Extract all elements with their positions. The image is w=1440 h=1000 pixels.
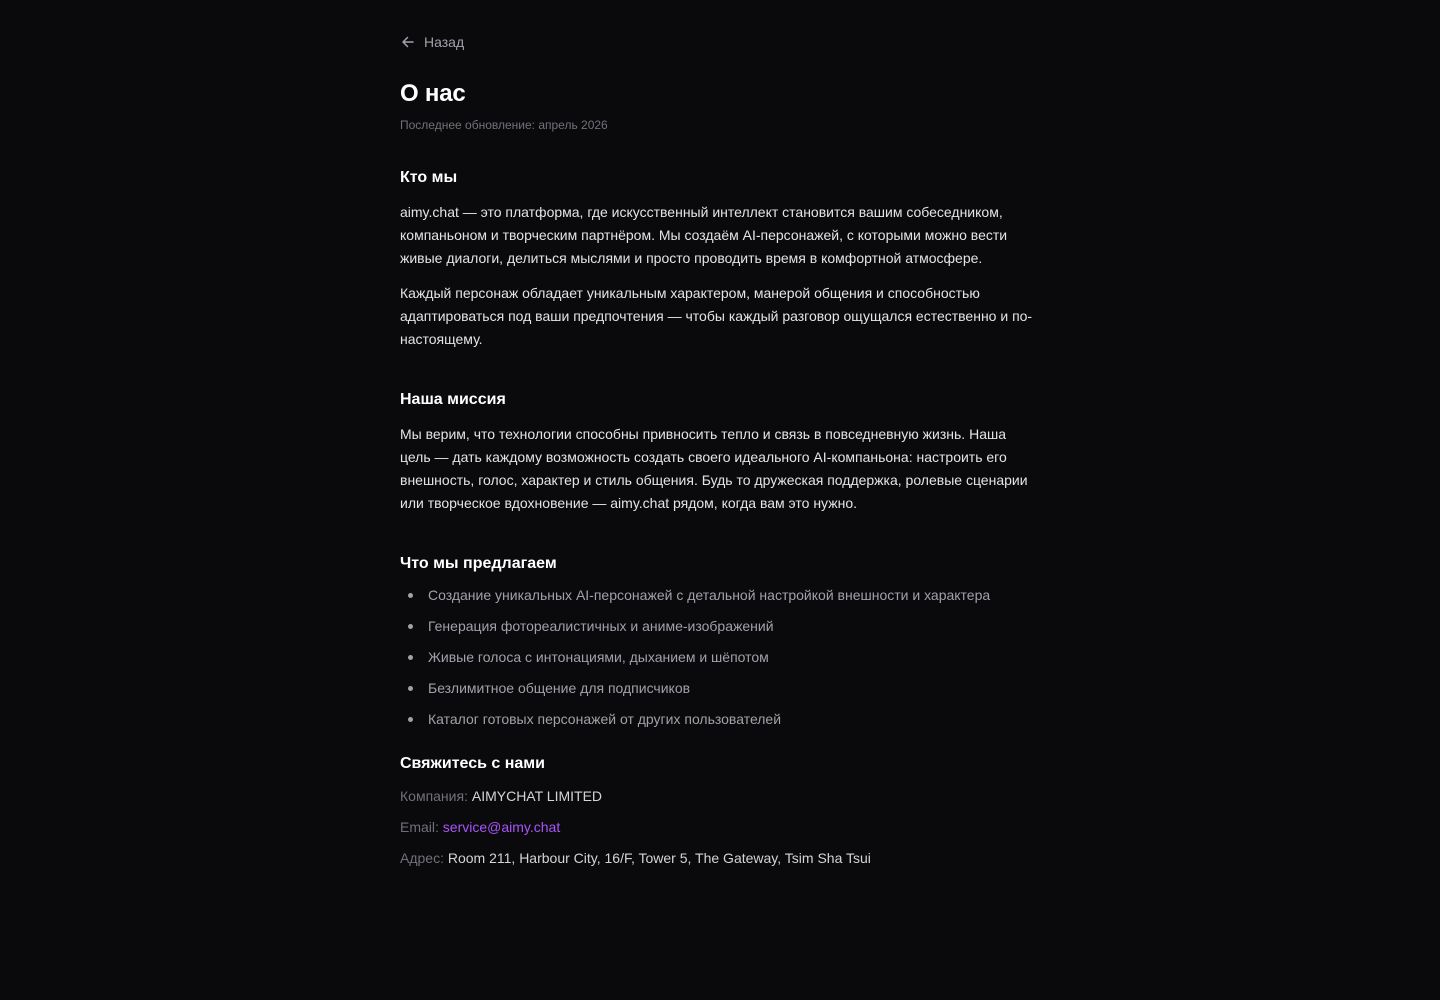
last-updated-text: Последнее обновление: апрель 2026 [400, 118, 608, 132]
company-value: AIMYCHAT LIMITED [471, 788, 603, 804]
list-item [428, 616, 1040, 636]
page-title: О нас [400, 80, 466, 107]
offer-list [400, 585, 1040, 729]
section-heading: Свяжитесь с нами [400, 755, 545, 772]
bullet-icon [408, 717, 413, 722]
contact-company [400, 787, 1040, 806]
paragraph: Каждый персонаж обладает уникальным характером, манерой общения и способностью адаптироваться под ваши предпочтения — чтобы каждый разговор ощущался естественно и по-настоящему. [400, 285, 1033, 347]
list-item-text: Каталог готовых персонажей от других пользователей [428, 711, 782, 727]
list-item-text: Создание уникальных AI-персонажей с детальной настройкой внешности и характера [428, 587, 991, 603]
bullet-icon [408, 686, 413, 691]
paragraph: Мы верим, что технологии способны привносить тепло и связь в повседневную жизнь. Наша цель — дать каждому возможность создать своего идеального AI-компаньона: настроить его внешность, голос, характер и стиль общения. Будь то дружеская поддержка, ролевые сценарии или творческое вдохновение — aimy.chat рядом, когда вам это нужно. [400, 426, 1028, 511]
bullet-icon [408, 593, 413, 598]
list-item [428, 647, 1040, 667]
address-label: Адрес: [400, 850, 444, 866]
email-link[interactable]: service@aimy.chat [442, 819, 561, 835]
company-label: Компания: [400, 788, 468, 804]
section-heading: Что мы предлагаем [400, 555, 557, 572]
bullet-icon [408, 655, 413, 660]
list-item-text: Генерация фотореалистичных и аниме-изображений [428, 618, 774, 634]
contact-address [400, 849, 1040, 868]
list-item [428, 678, 1040, 698]
back-link-label: Назад [424, 34, 465, 50]
bullet-icon [408, 624, 413, 629]
section-heading: Кто мы [400, 169, 458, 186]
email-label: Email: [400, 819, 439, 835]
section-mission [400, 389, 1040, 515]
address-value: Room 211, Harbour City, 16/F, Tower 5, The Gateway, Tsim Sha Tsui [447, 850, 871, 866]
section-contact [400, 753, 1040, 868]
section-offer [400, 553, 1040, 729]
section-who-we-are [400, 167, 1040, 351]
list-item [428, 585, 1040, 605]
paragraph: aimy.chat — это платформа, где искусственный интеллект становится вашим собеседником, компаньоном и творческим партнёром. Мы создаём AI-персонажей, с которыми можно вести живые диалоги, делиться мыслями и просто проводить время в комфортной атмосфере. [400, 204, 1008, 266]
section-heading: Наша миссия [400, 391, 506, 408]
contact-email [400, 818, 1040, 837]
list-item-text: Безлимитное общение для подписчиков [428, 680, 691, 696]
arrow-left-icon [400, 34, 416, 50]
list-item [428, 709, 1040, 729]
about-page [400, 0, 1040, 868]
back-link[interactable] [400, 32, 464, 52]
list-item-text: Живые голоса с интонациями, дыханием и шёпотом [428, 649, 769, 665]
